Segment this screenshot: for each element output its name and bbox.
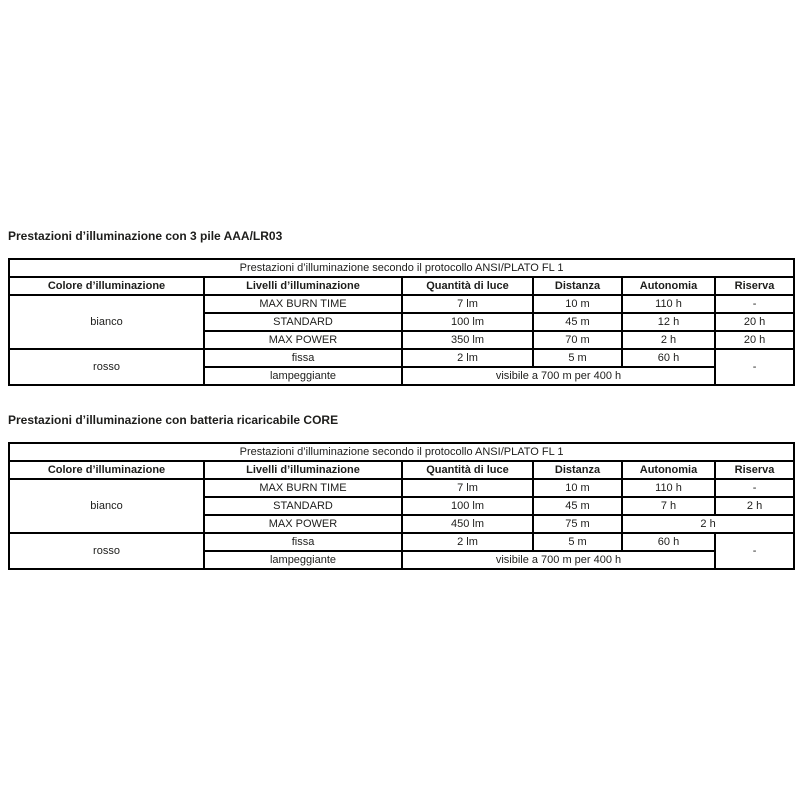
table-cell: -: [715, 349, 794, 385]
table-header-row: [9, 277, 794, 295]
section-heading: Prestazioni d’illuminazione con batteria ricaricabile CORE: [8, 413, 339, 427]
table-row: [9, 295, 794, 313]
column-header-distanza: Distanza: [533, 277, 622, 295]
table-cell: 450 lm: [402, 515, 533, 533]
table-cell: fissa: [204, 349, 402, 367]
table-cell: MAX BURN TIME: [204, 295, 402, 313]
table-cell: 70 m: [533, 331, 622, 349]
table-cell: 20 h: [715, 331, 794, 349]
table-cell: MAX POWER: [204, 331, 402, 349]
cell-color-rosso: rosso: [9, 349, 204, 385]
table-cell: 110 h: [622, 479, 715, 497]
table-cell: 100 lm: [402, 313, 533, 331]
table-cell: 45 m: [533, 313, 622, 331]
table-cell: MAX POWER: [204, 515, 402, 533]
cell-color-bianco: bianco: [9, 479, 204, 533]
table-row: [9, 479, 794, 497]
cell-color-rosso: rosso: [9, 533, 204, 569]
column-header-quantita: Quantità di luce: [402, 277, 533, 295]
table-row: [9, 349, 794, 367]
table-title-row: [9, 443, 794, 461]
section-core-battery: [8, 413, 793, 570]
table-header-row: [9, 461, 794, 479]
column-header-riserva: Riserva: [715, 277, 794, 295]
table-cell: 12 h: [622, 313, 715, 331]
table-title-row: [9, 259, 794, 277]
table-cell: 60 h: [622, 349, 715, 367]
table-cell: 20 h: [715, 313, 794, 331]
illumination-table-aaa: [8, 258, 795, 386]
column-header-autonomia: Autonomia: [622, 277, 715, 295]
table-cell: lampeggiante: [204, 551, 402, 569]
table-cell: 2 lm: [402, 349, 533, 367]
table-cell: 10 m: [533, 295, 622, 313]
illumination-table-core: [8, 442, 795, 570]
column-header-quantita: Quantità di luce: [402, 461, 533, 479]
table-cell: STANDARD: [204, 313, 402, 331]
table-cell: 7 lm: [402, 479, 533, 497]
table-cell: fissa: [204, 533, 402, 551]
table-cell: 2 h: [715, 497, 794, 515]
column-header-distanza: Distanza: [533, 461, 622, 479]
section-heading: Prestazioni d’illuminazione con 3 pile AAA/LR03: [8, 229, 283, 243]
column-header-livelli: Livelli d’illuminazione: [204, 277, 402, 295]
table-cell: 7 lm: [402, 295, 533, 313]
column-header-colore: Colore d’illuminazione: [9, 277, 204, 295]
table-cell: MAX BURN TIME: [204, 479, 402, 497]
table-cell: lampeggiante: [204, 367, 402, 385]
table-cell: 10 m: [533, 479, 622, 497]
table-cell: 100 lm: [402, 497, 533, 515]
table-title: Prestazioni d’illuminazione secondo il protocollo ANSI/PLATO FL 1: [9, 443, 794, 461]
table-cell: visibile a 700 m per 400 h: [402, 367, 715, 385]
table-cell: -: [715, 295, 794, 313]
table-cell: 60 h: [622, 533, 715, 551]
table-cell: STANDARD: [204, 497, 402, 515]
table-cell: 75 m: [533, 515, 622, 533]
table-cell: 2 h: [622, 331, 715, 349]
table-cell: 2 h: [622, 515, 794, 533]
document-content: [8, 229, 793, 597]
column-header-colore: Colore d’illuminazione: [9, 461, 204, 479]
table-cell: 45 m: [533, 497, 622, 515]
table-cell: 5 m: [533, 533, 622, 551]
table-cell: 2 lm: [402, 533, 533, 551]
cell-color-bianco: bianco: [9, 295, 204, 349]
table-cell: visibile a 700 m per 400 h: [402, 551, 715, 569]
table-cell: -: [715, 479, 794, 497]
column-header-autonomia: Autonomia: [622, 461, 715, 479]
table-cell: 350 lm: [402, 331, 533, 349]
table-cell: 7 h: [622, 497, 715, 515]
table-cell: 5 m: [533, 349, 622, 367]
table-cell: -: [715, 533, 794, 569]
table-title: Prestazioni d’illuminazione secondo il protocollo ANSI/PLATO FL 1: [9, 259, 794, 277]
table-cell: 110 h: [622, 295, 715, 313]
table-row: [9, 533, 794, 551]
column-header-riserva: Riserva: [715, 461, 794, 479]
section-aaa-batteries: [8, 229, 793, 386]
column-header-livelli: Livelli d’illuminazione: [204, 461, 402, 479]
